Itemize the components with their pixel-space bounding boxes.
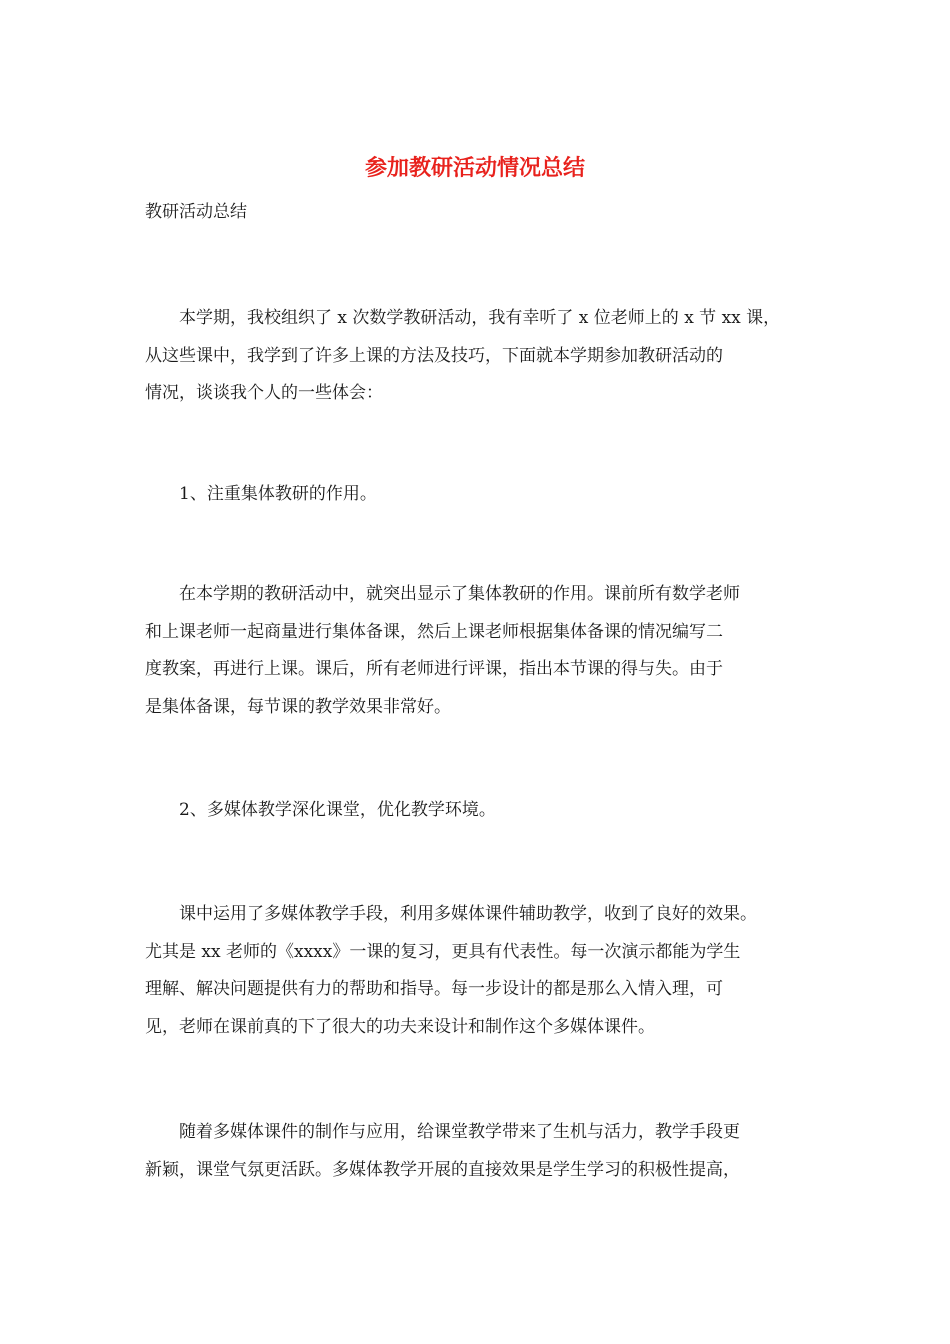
paragraph-line: 本学期，我校组织了 x 次数学教研活动，我有幸听了 x 位老师上的 x 节 xx 课，	[179, 308, 781, 328]
paragraph-line: 尤其是 xx 老师的《xxxx》一课的复习，更具有代表性。每一次演示都能为学生	[145, 941, 741, 962]
paragraph-line: 2、多媒体教学深化课堂，优化教学环境。	[179, 800, 496, 820]
paragraph-line: 在本学期的教研活动中，就突出显示了集体教研的作用。课前所有数学老师	[179, 584, 740, 604]
paragraph-line: 从这些课中，我学到了许多上课的方法及技巧，下面就本学期参加教研活动的	[145, 345, 723, 366]
paragraph-line: 新颖，课堂气氛更活跃。多媒体教学开展的直接效果是学生学习的积极性提高，	[145, 1159, 740, 1180]
paragraph-line: 度教案，再进行上课。课后，所有老师进行评课，指出本节课的得与失。由于	[145, 659, 723, 679]
paragraph-line: 情况，谈谈我个人的一些体会：	[145, 383, 383, 403]
paragraph-line: 理解、解决问题提供有力的帮助和指导。每一步设计的都是那么入情入理，可	[145, 979, 723, 999]
paragraph-intro	[145, 300, 815, 413]
document-subtitle: 教研活动总结	[145, 202, 247, 222]
paragraph-courseware	[145, 1114, 815, 1189]
paragraph-multimedia	[145, 896, 815, 1046]
paragraph-line: 是集体备课，每节课的教学效果非常好。	[145, 696, 451, 717]
section-heading-1	[145, 476, 815, 514]
paragraph-line: 和上课老师一起商量进行集体备课，然后上课老师根据集体备课的情况编写二	[145, 621, 723, 642]
paragraph-line: 1、注重集体教研的作用。	[179, 484, 377, 504]
paragraph-line: 随着多媒体课件的制作与应用，给课堂教学带来了生机与活力，教学手段更	[179, 1122, 740, 1142]
paragraph-collective	[145, 576, 815, 726]
document-title: 参加教研活动情况总结	[364, 155, 585, 181]
section-heading-2	[145, 792, 815, 830]
paragraph-line: 课中运用了多媒体教学手段，利用多媒体课件辅助教学，收到了良好的效果。	[179, 904, 757, 924]
paragraph-line: 见，老师在课前真的下了很大的功夫来设计和制作这个多媒体课件。	[145, 1016, 655, 1037]
